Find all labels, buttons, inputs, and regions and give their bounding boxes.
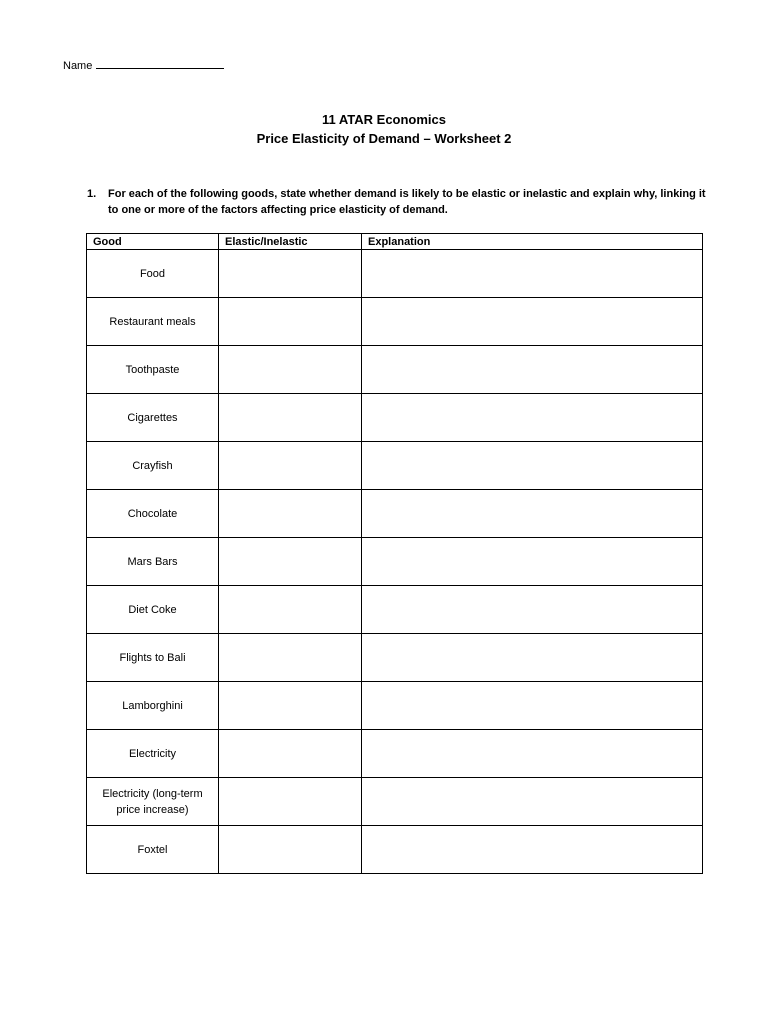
elastic-inelastic-answer-cell[interactable]: [219, 730, 362, 778]
elastic-inelastic-answer-cell[interactable]: [219, 826, 362, 874]
elastic-inelastic-answer-cell[interactable]: [219, 250, 362, 298]
header-explanation: Explanation: [362, 234, 703, 250]
explanation-answer-cell[interactable]: [362, 394, 703, 442]
table-row: [87, 298, 703, 346]
explanation-answer-cell[interactable]: [362, 250, 703, 298]
elastic-inelastic-answer-cell[interactable]: [219, 298, 362, 346]
table-row: [87, 442, 703, 490]
question-text: For each of the following goods, state whether demand is likely to be elastic or inelastic and explain why, linking it to one or more of the factors affecting price elasticity of demand.: [108, 188, 706, 216]
elastic-inelastic-answer-cell[interactable]: [219, 490, 362, 538]
table-row: [87, 634, 703, 682]
table-row: [87, 346, 703, 394]
explanation-answer-cell[interactable]: [362, 730, 703, 778]
goods-table: [86, 233, 703, 874]
worksheet-header: [0, 110, 768, 148]
explanation-answer-cell[interactable]: [362, 346, 703, 394]
name-field: [63, 57, 224, 72]
elastic-inelastic-answer-cell[interactable]: [219, 394, 362, 442]
header-good: Good: [87, 234, 219, 250]
good-cell: Toothpaste: [87, 346, 219, 394]
table-row: [87, 250, 703, 298]
good-cell: Diet Coke: [87, 586, 219, 634]
elastic-inelastic-answer-cell[interactable]: [219, 346, 362, 394]
good-cell: Food: [87, 250, 219, 298]
explanation-answer-cell[interactable]: [362, 442, 703, 490]
question-number: 1.: [87, 188, 97, 200]
explanation-answer-cell[interactable]: [362, 538, 703, 586]
explanation-answer-cell[interactable]: [362, 586, 703, 634]
good-cell: Restaurant meals: [87, 298, 219, 346]
good-cell: Crayfish: [87, 442, 219, 490]
good-cell: Electricity (long-term price increase): [87, 778, 219, 826]
elastic-inelastic-answer-cell[interactable]: [219, 634, 362, 682]
good-cell: Mars Bars: [87, 538, 219, 586]
header-elastic-inelastic: Elastic/Inelastic: [219, 234, 362, 250]
elastic-inelastic-answer-cell[interactable]: [219, 682, 362, 730]
table-row: [87, 826, 703, 874]
table-row: [87, 394, 703, 442]
table-row: [87, 730, 703, 778]
explanation-answer-cell[interactable]: [362, 490, 703, 538]
elastic-inelastic-answer-cell[interactable]: [219, 538, 362, 586]
table-row: [87, 538, 703, 586]
page-title: 11 ATAR Economics: [321, 112, 446, 127]
elastic-inelastic-answer-cell[interactable]: [219, 778, 362, 826]
table-row: [87, 490, 703, 538]
explanation-answer-cell[interactable]: [362, 778, 703, 826]
good-cell: Lamborghini: [87, 682, 219, 730]
question-1: [87, 186, 712, 218]
good-cell: Flights to Bali: [87, 634, 219, 682]
good-cell: Foxtel: [87, 826, 219, 874]
explanation-answer-cell[interactable]: [362, 682, 703, 730]
good-cell: Cigarettes: [87, 394, 219, 442]
explanation-answer-cell[interactable]: [362, 826, 703, 874]
table-header-row: [87, 234, 703, 250]
table-row: [87, 682, 703, 730]
good-cell: Electricity: [87, 730, 219, 778]
explanation-answer-cell[interactable]: [362, 634, 703, 682]
table-row: [87, 778, 703, 826]
table-body: [87, 250, 703, 874]
name-label: Name: [63, 60, 93, 72]
page-subtitle: Price Elasticity of Demand – Worksheet 2: [256, 131, 512, 146]
name-blank-line[interactable]: [96, 57, 224, 69]
explanation-answer-cell[interactable]: [362, 298, 703, 346]
table-row: [87, 586, 703, 634]
good-cell: Chocolate: [87, 490, 219, 538]
elastic-inelastic-answer-cell[interactable]: [219, 586, 362, 634]
elastic-inelastic-answer-cell[interactable]: [219, 442, 362, 490]
